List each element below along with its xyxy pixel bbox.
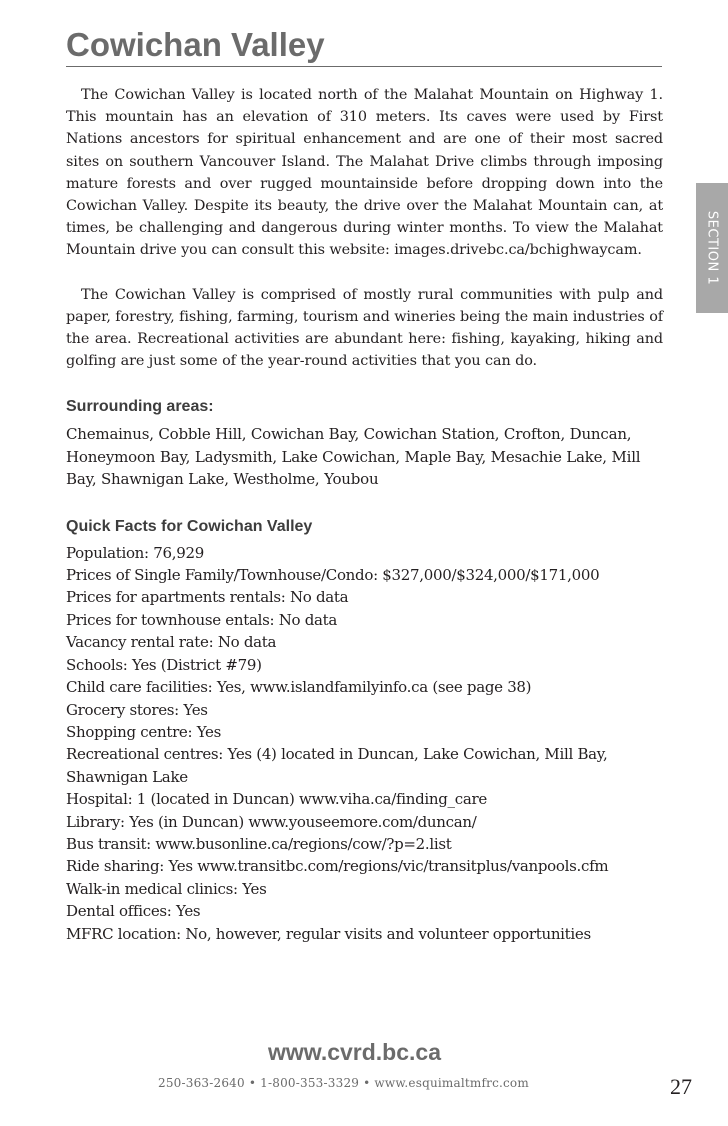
surrounding-areas-text: Chemainus, Cobble Hill, Cowichan Bay, Cowichan Station, Crofton, Duncan, Honeymoon Bay, Ladysmith, Lake Cowichan, Maple Bay, Mesachie Lake, Mill Bay, Shawnigan Lake, Westholme, Youbou — [66, 425, 641, 489]
fact-recreational-centres: Recreational centres: Yes (4) located in Duncan, Lake Cowichan, Mill Bay, Shawnigan Lake — [66, 745, 608, 786]
fact-walk-in-clinics: Walk-in medical clinics: Yes — [66, 879, 267, 898]
fact-population: Population: 76,929 — [66, 543, 204, 562]
page-title: Cowichan Valley — [66, 26, 325, 63]
footer-url: www.cvrd.bc.ca — [268, 1039, 441, 1065]
title-divider — [66, 66, 662, 67]
fact-schools: Schools: Yes (District #79) — [66, 655, 262, 674]
fact-ride-sharing: Ride sharing: Yes www.transitbc.com/regions/vic/transitplus/vanpools.cfm — [66, 857, 609, 876]
fact-bus-transit: Bus transit: www.busonline.ca/regions/cow/?p=2.list — [66, 834, 452, 853]
fact-vacancy-rate: Vacancy rental rate: No data — [66, 633, 277, 652]
fact-child-care: Child care facilities: Yes, www.islandfamilyinfo.ca (see page 38) — [66, 678, 532, 697]
quick-facts-heading: Quick Facts for Cowichan Valley — [66, 517, 313, 535]
section-tab — [696, 183, 728, 313]
section-tab-label: SECTION 1 — [704, 210, 720, 286]
intro-paragraph-2: The Cowichan Valley is comprised of mostly rural communities with pulp and paper, forestry, fishing, farming, tourism and wineries being the main industries of the area. Recreational activities are abundant here: fishing, kayaking, hiking and golfing are just some of the year-round activities that you can do. — [66, 286, 663, 370]
fact-library: Library: Yes (in Duncan) www.youseemore.com/duncan/ — [66, 812, 477, 831]
fact-grocery-stores: Grocery stores: Yes — [66, 700, 208, 719]
intro-paragraph-1: The Cowichan Valley is located north of the Malahat Mountain on Highway 1. This mountain has an elevation of 310 meters. Its caves were used by First Nations ancestors for spiritual enhancement and are one of their most sacred sites on southern Vancouver Island. The Malahat Drive climbs through imposing mature forests and over rugged mountainside before dropping down into the Cowichan Valley. Despite its beauty, the drive over the Malahat Mountain can, at times, be challenging and dangerous during winter months. To view the Malahat Mountain drive you can consult this website: images.drivebc.ca/bchighwaycam. — [66, 87, 663, 259]
fact-apartment-rentals: Prices for apartments rentals: No data — [66, 588, 349, 607]
surrounding-areas-heading: Surrounding areas: — [66, 398, 214, 416]
quick-facts-list — [66, 542, 663, 945]
fact-home-prices: Prices of Single Family/Townhouse/Condo: $327,000/$324,000/$171,000 — [66, 566, 600, 585]
fact-mfrc-location: MFRC location: No, however, regular visits and volunteer opportunities — [66, 924, 591, 943]
footer-contact: 250-363-2640 • 1-800-353-3329 • www.esquimaltmfrc.com — [158, 1076, 529, 1090]
page-number: 27 — [670, 1074, 692, 1099]
fact-hospital: Hospital: 1 (located in Duncan) www.viha.ca/finding_care — [66, 790, 487, 809]
page-content — [66, 84, 663, 945]
fact-dental-offices: Dental offices: Yes — [66, 902, 201, 921]
fact-townhouse-rentals: Prices for townhouse entals: No data — [66, 610, 338, 629]
fact-shopping-centre: Shopping centre: Yes — [66, 722, 222, 741]
